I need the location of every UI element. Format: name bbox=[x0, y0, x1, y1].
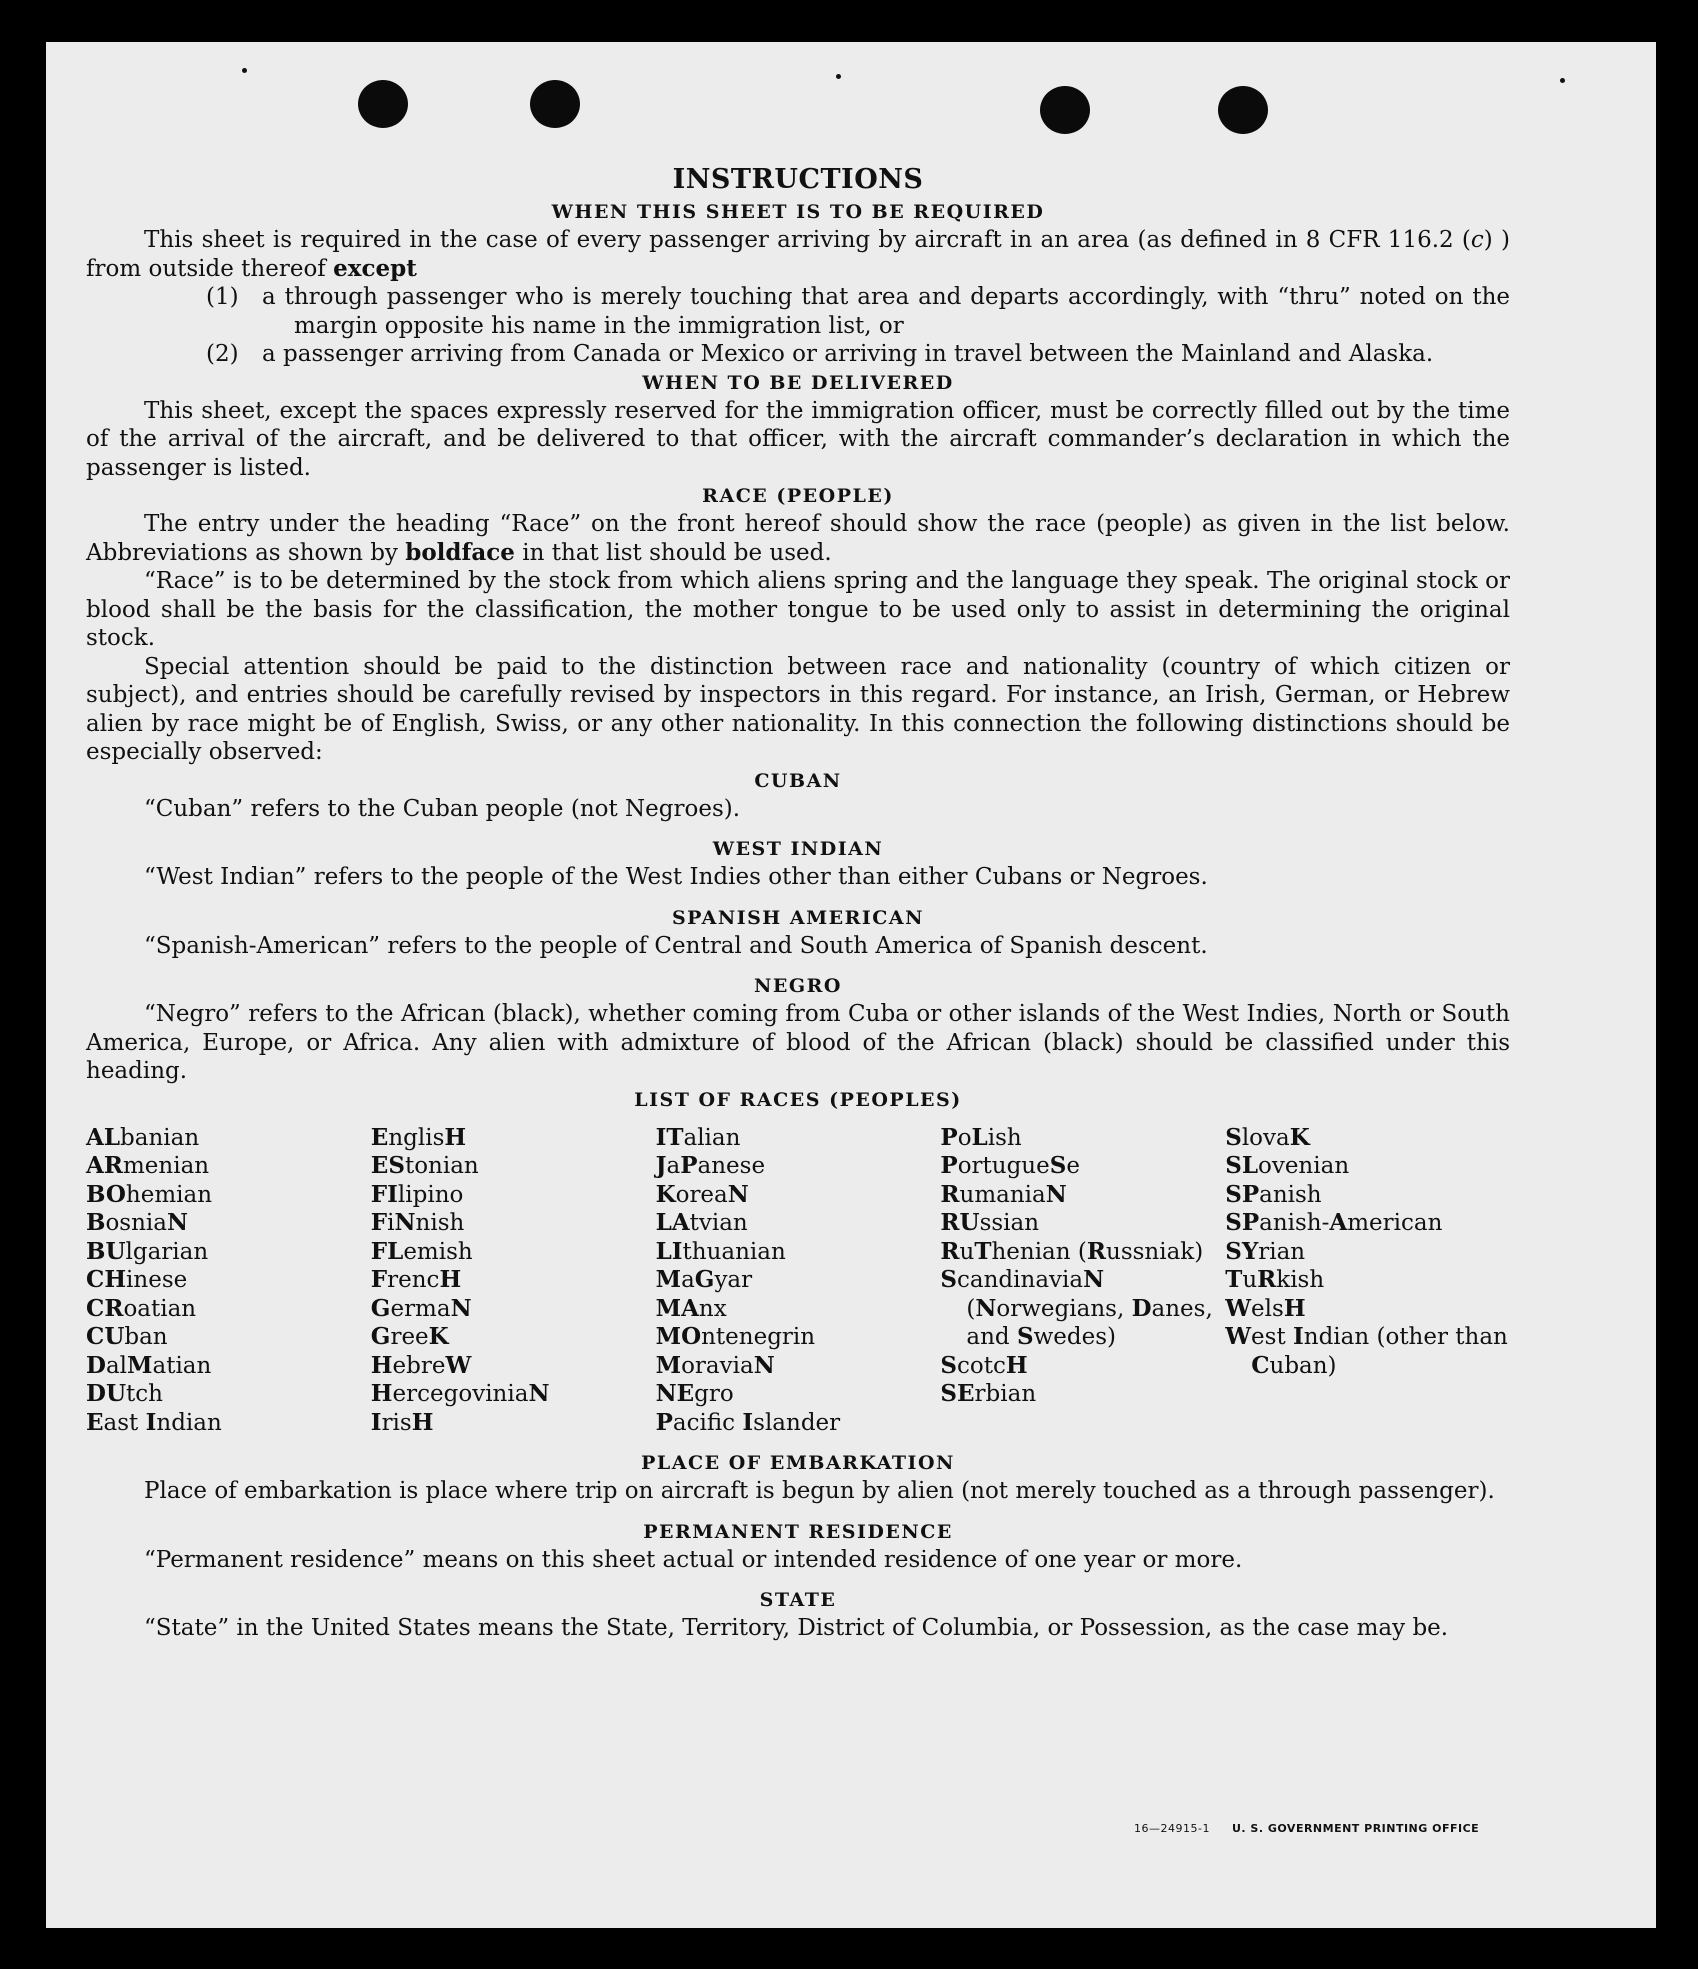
page-title: INSTRUCTIONS bbox=[672, 164, 924, 195]
race-entry: GermaN bbox=[370, 1294, 472, 1322]
section-heading: WEST INDIAN bbox=[712, 838, 884, 860]
race-entry: GreeK bbox=[370, 1323, 449, 1350]
races-list bbox=[86, 1124, 1510, 1438]
race-entry: MaGyar bbox=[655, 1266, 753, 1293]
speck bbox=[242, 68, 247, 73]
race-entry: HercegoviniaN bbox=[370, 1380, 550, 1407]
exception-item: (2) a passenger arriving from Canada or Mexico or arriving in travel between the Mainland and Alaska. bbox=[206, 341, 1434, 367]
race-entry: LAtvian bbox=[655, 1209, 748, 1236]
section-heading: STATE bbox=[759, 1589, 837, 1611]
race-entry: MAnx bbox=[655, 1294, 727, 1322]
race-entry: KoreaN bbox=[655, 1180, 749, 1208]
race-entry: FrencH bbox=[370, 1266, 462, 1293]
section-text: “West Indian” refers to the people of the West Indies other than either Cubans or Negroes. bbox=[144, 864, 1208, 890]
printer-imprint: 16—24915-1 U. S. GOVERNMENT PRINTING OFFICE bbox=[1134, 1822, 1480, 1835]
race-entry: SlovaK bbox=[1225, 1123, 1310, 1151]
section-heading: WHEN TO BE DELIVERED bbox=[642, 371, 954, 394]
section-heading: LIST OF RACES (PEOPLES) bbox=[634, 1088, 962, 1111]
punch-hole bbox=[1218, 86, 1268, 134]
section-text: This sheet, except the spaces expressly reserved for the immigration officer, must be correctly filled out by the time of the arrival of the aircraft, and be delivered to that officer, with the aircraft commander’s declaration in which the passenger is listed. bbox=[86, 397, 1510, 481]
race-entry: IrisH bbox=[370, 1408, 434, 1436]
race-entry: RUssian bbox=[940, 1209, 1040, 1236]
section-text: “State” in the United States means the State, Territory, District of Columbia, or Possession, as the case may be. bbox=[144, 1615, 1449, 1641]
race-entry: EnglisH bbox=[370, 1123, 467, 1151]
races-column bbox=[940, 1124, 1225, 1438]
punch-hole bbox=[530, 80, 580, 128]
speck bbox=[1560, 78, 1565, 83]
race-entry: SPanish bbox=[1225, 1180, 1322, 1208]
punch-hole bbox=[358, 80, 408, 128]
section-text: Place of embarkation is place where trip on aircraft is begun by alien (not merely touched as a through passenger). bbox=[144, 1478, 1495, 1504]
section-text: “Spanish-American” refers to the people of Central and South America of Spanish descent. bbox=[144, 932, 1208, 959]
race-entry: FIlipino bbox=[370, 1180, 464, 1208]
race-entry: BosniaN bbox=[86, 1209, 189, 1236]
race-entry: ScandinaviaN (Norwegians, Danes, and Swedes) bbox=[940, 1266, 1213, 1350]
race-entry: HebreW bbox=[370, 1351, 472, 1379]
section-text: The entry under the heading “Race” on the front hereof should show the race (people) as given in the list below. Abbreviations as shown by boldface in that list should be used. bbox=[86, 511, 1510, 566]
section-text: “Race” is to be determined by the stock from which aliens spring and the language they speak. The original stock or blood shall be the basis for the classification, the mother tongue to be used only to assist in determining the original stock. bbox=[86, 568, 1510, 651]
race-entry: TuRkish bbox=[1225, 1266, 1325, 1293]
race-entry: RuThenian (Russniak) bbox=[940, 1237, 1204, 1265]
instructions-content bbox=[86, 162, 1510, 1643]
race-entry: LIthuanian bbox=[655, 1237, 786, 1265]
race-entry: ARmenian bbox=[86, 1152, 210, 1179]
race-entry: FiNnish bbox=[370, 1209, 465, 1236]
races-column bbox=[86, 1124, 371, 1438]
race-entry: ITalian bbox=[655, 1123, 741, 1151]
punch-hole bbox=[1040, 86, 1090, 134]
section-heading: CUBAN bbox=[754, 769, 842, 792]
race-entry: ALbanian bbox=[86, 1123, 200, 1151]
race-entry: JaPanese bbox=[655, 1152, 766, 1179]
races-column bbox=[656, 1124, 941, 1438]
race-entry: MOntenegrin bbox=[655, 1323, 816, 1350]
speck bbox=[836, 74, 841, 79]
race-entry: West Indian (other than Cuban) bbox=[1225, 1323, 1508, 1379]
race-entry: FLemish bbox=[370, 1237, 473, 1265]
race-entry: DUtch bbox=[86, 1380, 163, 1407]
section-text: Special attention should be paid to the distinction between race and nationality (country of which citizen or subject), and entries should be carefully revised by inspectors in this regard. For instance, an Irish, German, or Hebrew alien by race might be of English, Swiss, or any other nationality. In this connection the following distinctions should be especially observed: bbox=[86, 653, 1510, 765]
races-column bbox=[1225, 1124, 1510, 1438]
section-heading: SPANISH AMERICAN bbox=[671, 906, 925, 929]
section-text: “Permanent residence” means on this sheet actual or intended residence of one year or more. bbox=[144, 1546, 1243, 1573]
section-text: “Negro” refers to the African (black), whether coming from Cuba or other islands of the West Indies, North or South America, Europe, or Africa. Any alien with admixture of blood of the African (black) should be classified under this heading. bbox=[86, 1001, 1510, 1084]
races-column bbox=[371, 1124, 656, 1438]
race-entry: East Indian bbox=[86, 1408, 222, 1436]
race-entry: ScotcH bbox=[940, 1351, 1028, 1379]
race-entry: CHinese bbox=[86, 1266, 188, 1293]
race-entry: PoLish bbox=[940, 1123, 1022, 1151]
race-entry: BUlgarian bbox=[86, 1237, 209, 1265]
race-entry: DalMatian bbox=[86, 1351, 212, 1379]
race-entry: MoraviaN bbox=[655, 1351, 775, 1379]
race-entry: SLovenian bbox=[1225, 1152, 1350, 1179]
race-entry: NEgro bbox=[655, 1380, 734, 1407]
section-text: This sheet is required in the case of every passenger arriving by aircraft in an area (as defined in 8 CFR 116.2 (c) ) from outside thereof except bbox=[86, 227, 1510, 282]
section-heading: WHEN THIS SHEET IS TO BE REQUIRED bbox=[551, 201, 1045, 223]
race-entry: BOhemian bbox=[86, 1180, 213, 1208]
race-entry: CRoatian bbox=[86, 1294, 197, 1322]
race-entry: Pacific Islander bbox=[655, 1408, 841, 1436]
race-entry: SYrian bbox=[1225, 1237, 1306, 1265]
section-heading: RACE (PEOPLE) bbox=[702, 485, 894, 507]
race-entry: PortugueSe bbox=[940, 1152, 1080, 1179]
race-entry: WelsH bbox=[1225, 1294, 1306, 1322]
section-heading: PLACE OF EMBARKATION bbox=[641, 1452, 955, 1474]
section-heading: NEGRO bbox=[754, 975, 842, 997]
race-entry: EStonian bbox=[370, 1152, 479, 1179]
race-entry: SErbian bbox=[940, 1380, 1037, 1407]
race-entry: SPanish-American bbox=[1225, 1209, 1443, 1236]
document-page bbox=[46, 42, 1656, 1928]
exception-item: (1) a through passenger who is merely touching that area and departs accordingly, with “thru” noted on the margin opposite his name in the immigration list, or bbox=[206, 284, 1510, 339]
section-heading: PERMANENT RESIDENCE bbox=[643, 1520, 953, 1543]
race-entry: CUban bbox=[86, 1323, 168, 1350]
race-entry: RumaniaN bbox=[940, 1180, 1067, 1208]
section-text: “Cuban” refers to the Cuban people (not Negroes). bbox=[144, 795, 741, 822]
